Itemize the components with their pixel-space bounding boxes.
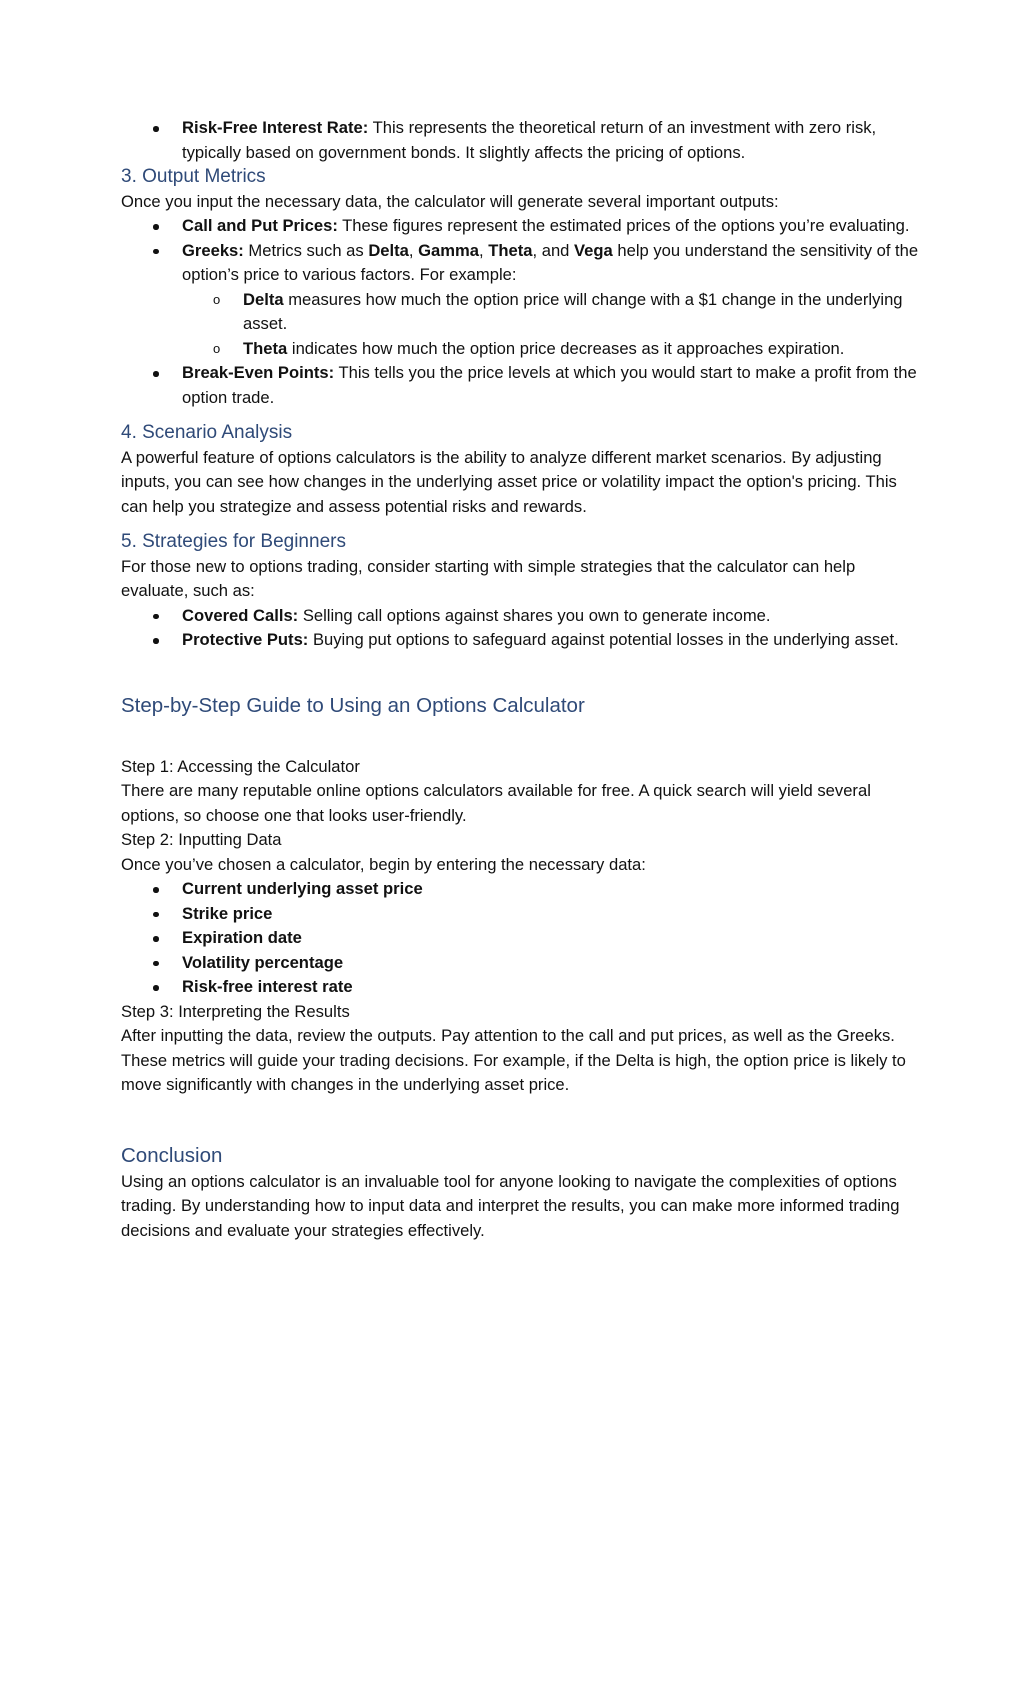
heading-conclusion: Conclusion	[121, 1143, 223, 1167]
document-body	[121, 116, 921, 1243]
heading-output-metrics: 3. Output Metrics	[121, 166, 266, 187]
bullet-text: Buying put options to safeguard against potential losses in the underlying asset.	[308, 630, 899, 649]
step2-title: Step 2: Inputting Data	[121, 830, 282, 849]
list-item-input	[121, 951, 921, 976]
bullet-label: Strike price	[182, 903, 273, 923]
term-theta: Theta	[488, 240, 533, 260]
bullet-text: This tells you the price levels at which you would start to make a profit from the option trade.	[182, 363, 917, 407]
bullet-label: Break-Even Points:	[182, 363, 335, 382]
bullet-label: Covered Calls:	[182, 605, 299, 625]
bullet-text: This represents the theoretical return of an investment with zero risk, typically based on government bonds. It slightly affects the pricing of options.	[182, 118, 877, 162]
heading-scenario-analysis: 4. Scenario Analysis	[121, 422, 293, 443]
bullet-call-put-prices	[121, 214, 921, 239]
step1-title: Step 1: Accessing the Calculator	[121, 756, 360, 776]
list-item-input	[121, 926, 921, 951]
step3-body: After inputting the data, review the outputs. Pay attention to the call and put prices, as well as the Greeks. These metrics will guide your trading decisions. For example, if the Delta is high, the option price is likely to move significantly with changes in the underlying asset price.	[121, 1026, 906, 1094]
bullet-text: Metrics such as	[243, 240, 369, 260]
output-metrics-intro: Once you input the necessary data, the calculator will generate several important outputs:	[121, 191, 779, 211]
sub-bullet-theta	[121, 337, 921, 362]
bullet-label: Call and Put Prices:	[182, 216, 338, 235]
step3-title: Step 3: Interpreting the Results	[121, 1001, 350, 1021]
bullet-covered-calls	[121, 604, 921, 629]
strategies-intro: For those new to options trading, consider starting with simple strategies that the calculator can help evaluate, such as:	[121, 556, 856, 600]
bullet-break-even	[121, 361, 921, 410]
bullet-label: Delta	[243, 289, 284, 309]
bullet-label: Theta	[243, 338, 288, 358]
separator: ,	[408, 240, 419, 260]
bullet-text: help you understand the sensitivity of the option’s price to various factors. For example:	[182, 240, 919, 284]
term-delta: Delta	[368, 240, 409, 260]
separator: ,	[479, 240, 489, 260]
step1-body: There are many reputable online options calculators available for free. A quick search will yield several options, so choose one that looks user-friendly.	[121, 781, 871, 825]
step2-body: Once you’ve chosen a calculator, begin by entering the necessary data:	[121, 854, 646, 874]
bullet-label: Current underlying asset price	[182, 879, 423, 898]
bullet-label: Volatility percentage	[182, 952, 344, 972]
heading-step-guide: Step-by-Step Guide to Using an Options Calculator	[121, 693, 585, 717]
bullet-label: Risk-Free Interest Rate:	[182, 118, 369, 137]
scenario-analysis-body: A powerful feature of options calculators is the ability to analyze different market scenarios. By adjusting inputs, you can see how changes in the underlying asset price or volatility impact the option's pricing. This can help you strategize and assess potential risks and rewards.	[121, 447, 897, 516]
separator: , and	[532, 240, 575, 260]
sub-bullet-delta	[121, 288, 921, 337]
bullet-text: measures how much the option price will change with a $1 change in the underlying asset.	[243, 289, 903, 333]
list-item-input	[121, 902, 921, 927]
heading-strategies: 5. Strategies for Beginners	[121, 531, 346, 552]
bullet-risk-free-rate	[121, 116, 921, 165]
bullet-text: These figures represent the estimated prices of the options you’re evaluating.	[337, 216, 910, 235]
bullet-label: Expiration date	[182, 928, 302, 947]
bullet-label: Protective Puts:	[182, 630, 309, 649]
bullet-label: Greeks:	[182, 240, 244, 260]
term-gamma: Gamma	[418, 240, 479, 260]
bullet-greeks	[121, 239, 921, 288]
bullet-label: Risk-free interest rate	[182, 977, 353, 996]
bullet-text: Selling call options against shares you own to generate income.	[298, 605, 771, 625]
bullet-protective-puts	[121, 628, 921, 653]
bullet-text: indicates how much the option price decreases as it approaches expiration.	[287, 338, 845, 358]
conclusion-body: Using an options calculator is an invaluable tool for anyone looking to navigate the complexities of options trading. By understanding how to input data and interpret the results, you can make more informed trading decisions and evaluate your strategies effectively.	[121, 1171, 900, 1240]
list-item-input	[121, 975, 921, 1000]
term-vega: Vega	[574, 240, 613, 260]
list-item-input	[121, 877, 921, 902]
